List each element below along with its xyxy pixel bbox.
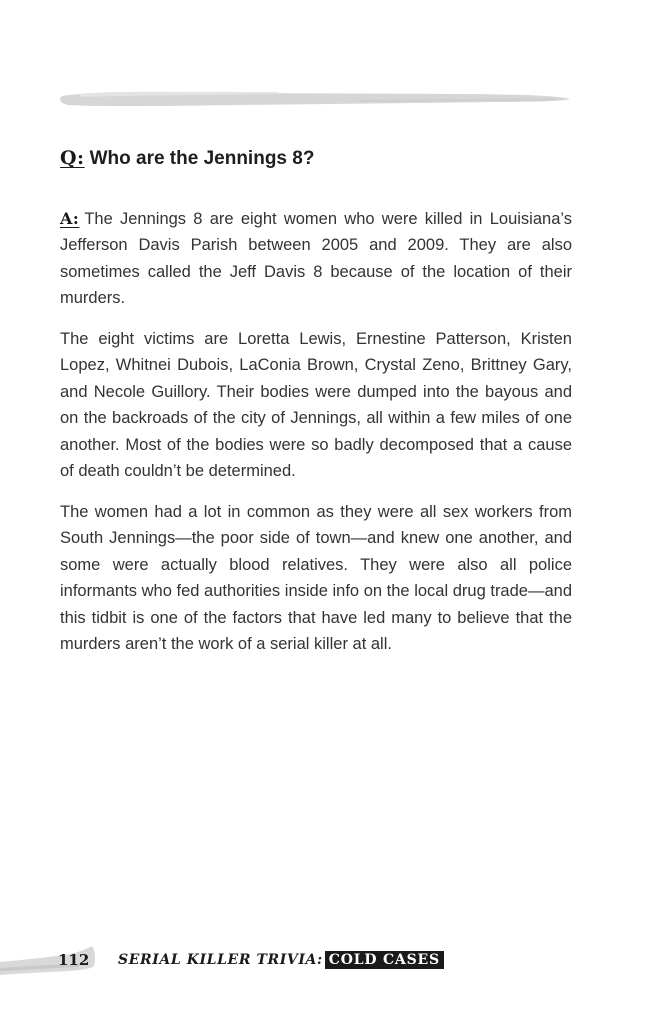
answer-paragraph-3: The women had a lot in common as they were all sex workers from South Jennings—the poor side of town—and knew one another, and some were actually blood relatives. They were also all police informants who fed authorities inside info on the local drug trade—and this tidbit is one of the factors that have led many to believe that the murders aren’t the work of a serial killer at all. [60, 502, 572, 654]
qa-content [60, 146, 572, 672]
book-title: SERIAL KILLER TRIVIA: [118, 952, 323, 968]
question [60, 146, 572, 172]
question-text: Who are the Jennings 8? [89, 148, 315, 169]
header-brush-stroke [58, 86, 572, 112]
running-title [118, 951, 444, 969]
book-subtitle: COLD CASES [325, 951, 444, 969]
question-label: Q: [60, 147, 85, 169]
answer-paragraph-1 [60, 206, 572, 312]
page-footer [0, 940, 660, 980]
page-number: 112 [58, 951, 90, 969]
answer-paragraph-1-text: The Jennings 8 are eight women who were killed in Louisiana’s Jefferson Davis Parish between 2005 and 2009. They are also sometimes called the Jeff Davis 8 because of the location of their murders. [60, 209, 572, 308]
answer-label: A: [60, 208, 80, 228]
answer-paragraph-2: The eight victims are Loretta Lewis, Ernestine Patterson, Kristen Lopez, Whitnei Dubois, LaConia Brown, Crystal Zeno, Brittney Gary, and Necole Guillory. Their bodies were dumped into the bayous and on the backroads of the city of Jennings, all within a few miles of one another. Most of the bodies were so badly decomposed that a cause of death couldn’t be determined. [60, 329, 572, 481]
